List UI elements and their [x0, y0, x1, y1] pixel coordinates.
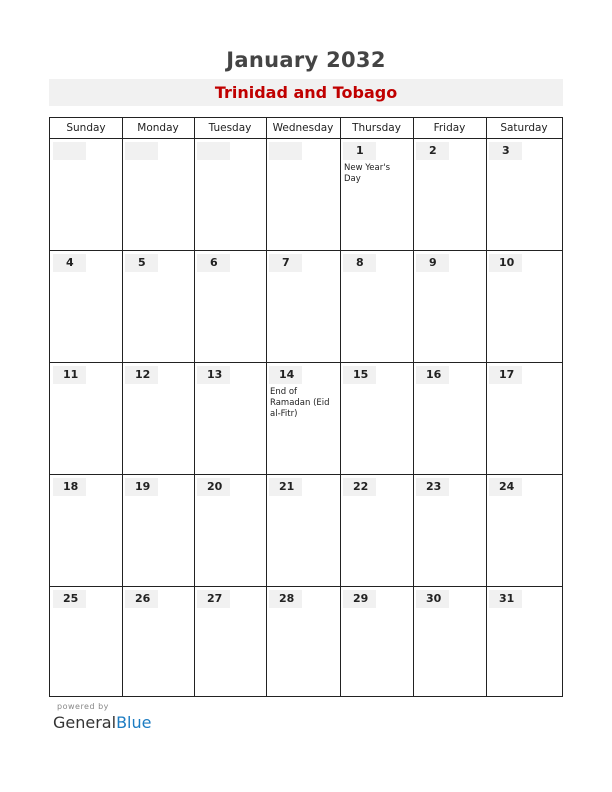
weekday-tuesday: Tuesday [208, 122, 252, 134]
day-cell[interactable] [50, 363, 122, 474]
day-number: 4 [53, 254, 86, 272]
day-number: 20 [197, 478, 230, 496]
day-cell[interactable] [486, 587, 562, 695]
day-cell[interactable] [413, 251, 486, 362]
day-number: 21 [269, 478, 302, 496]
empty-day-marker [269, 142, 302, 160]
day-number: 1 [343, 142, 376, 160]
day-cell[interactable] [122, 251, 194, 362]
day-number: 8 [343, 254, 376, 272]
day-number: 29 [343, 590, 376, 608]
day-number: 3 [489, 142, 522, 160]
day-cell[interactable] [194, 363, 266, 474]
holiday-event: New Year's Day [344, 163, 391, 184]
calendar-title: January 2032 [226, 48, 386, 72]
day-cell[interactable] [266, 587, 340, 695]
day-number: 27 [197, 590, 230, 608]
day-cell[interactable] [194, 475, 266, 586]
day-cell[interactable] [413, 363, 486, 474]
day-cell[interactable] [122, 587, 194, 695]
day-number: 15 [343, 366, 376, 384]
day-number: 11 [53, 366, 86, 384]
holiday-event: End of Ramadan (Eid al-Fitr) [270, 387, 330, 419]
empty-day-marker [197, 142, 230, 160]
day-cell[interactable] [266, 475, 340, 586]
day-number: 17 [489, 366, 522, 384]
brand-blue: Blue [116, 713, 152, 732]
powered-by-text: powered by [57, 702, 109, 711]
empty-day-marker [53, 142, 86, 160]
day-cell[interactable] [50, 587, 122, 695]
day-number: 22 [343, 478, 376, 496]
day-number: 6 [197, 254, 230, 272]
day-cell[interactable] [413, 139, 486, 250]
day-cell[interactable] [194, 251, 266, 362]
day-number: 28 [269, 590, 302, 608]
day-cell[interactable] [340, 251, 413, 362]
weekday-thursday: Thursday [352, 122, 401, 134]
day-number: 16 [416, 366, 449, 384]
day-number: 5 [125, 254, 158, 272]
day-cell[interactable] [413, 587, 486, 695]
day-number: 2 [416, 142, 449, 160]
day-number: 9 [416, 254, 449, 272]
day-cell[interactable] [122, 475, 194, 586]
day-cell[interactable] [340, 587, 413, 695]
day-cell[interactable] [486, 251, 562, 362]
day-number: 23 [416, 478, 449, 496]
day-number: 13 [197, 366, 230, 384]
day-cell[interactable] [340, 475, 413, 586]
day-cell[interactable] [413, 475, 486, 586]
day-cell[interactable] [486, 139, 562, 250]
weekday-sunday: Sunday [66, 122, 106, 134]
day-cell[interactable] [50, 475, 122, 586]
weekday-wednesday: Wednesday [272, 122, 334, 134]
calendar-grid [49, 117, 563, 697]
empty-day-cell [50, 139, 122, 250]
day-cell[interactable] [266, 363, 340, 474]
empty-day-cell [266, 139, 340, 250]
day-number: 14 [269, 366, 302, 384]
day-number: 7 [269, 254, 302, 272]
day-cell[interactable] [50, 251, 122, 362]
day-number: 19 [125, 478, 158, 496]
empty-day-cell [194, 139, 266, 250]
day-cell[interactable] [266, 251, 340, 362]
day-number: 12 [125, 366, 158, 384]
day-cell[interactable] [340, 363, 413, 474]
country-name: Trinidad and Tobago [214, 83, 398, 102]
day-number: 25 [53, 590, 86, 608]
day-cell[interactable] [486, 363, 562, 474]
day-cell[interactable] [194, 587, 266, 695]
empty-day-cell [122, 139, 194, 250]
day-number: 30 [416, 590, 449, 608]
country-banner [49, 79, 563, 106]
day-number: 26 [125, 590, 158, 608]
day-number: 31 [489, 590, 522, 608]
day-number: 18 [53, 478, 86, 496]
day-number: 10 [489, 254, 522, 272]
weekday-saturday: Saturday [500, 122, 548, 134]
generalblue-logo[interactable] [53, 713, 151, 732]
weekday-monday: Monday [137, 122, 179, 134]
day-cell[interactable] [122, 363, 194, 474]
weekday-friday: Friday [433, 122, 466, 134]
day-cell[interactable] [486, 475, 562, 586]
day-number: 24 [489, 478, 522, 496]
brand-general: General [53, 713, 117, 732]
day-cell[interactable] [340, 139, 413, 250]
empty-day-marker [125, 142, 158, 160]
